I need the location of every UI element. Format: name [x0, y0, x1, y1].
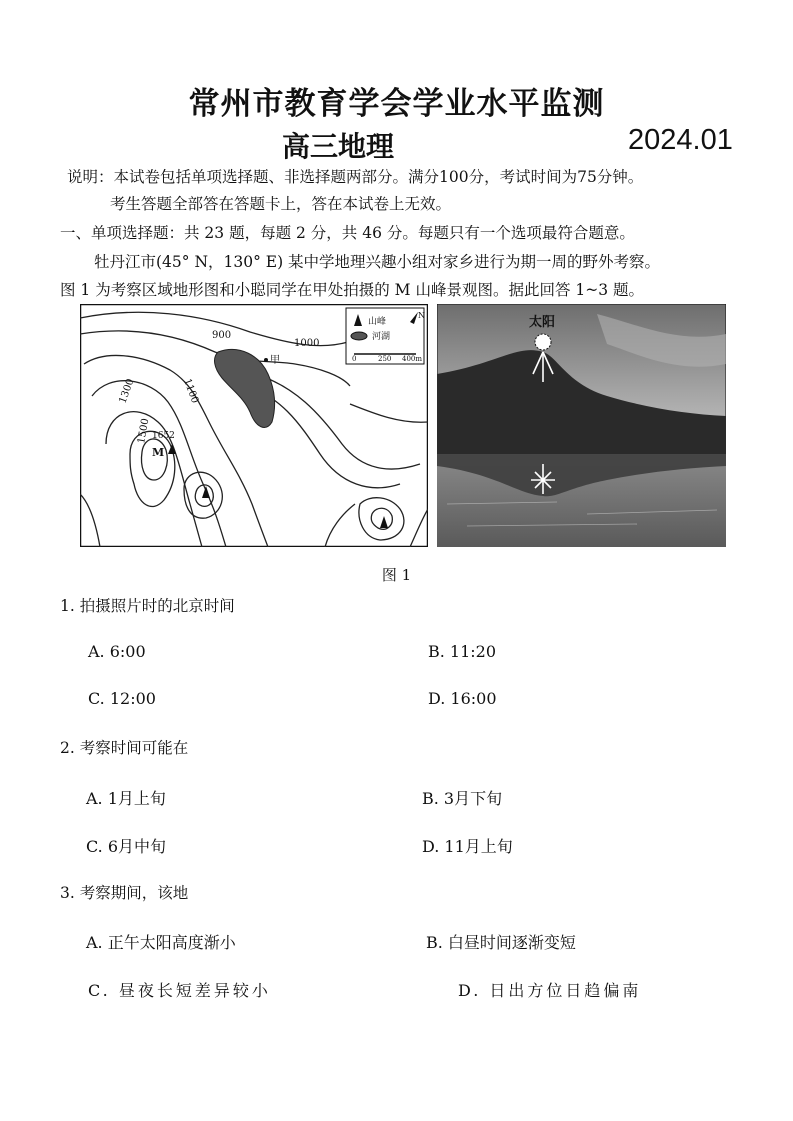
question-2-option-b: B. 3月下旬: [422, 789, 503, 808]
question-1-option-b: B. 11:20: [428, 642, 497, 661]
map-legend: [346, 308, 425, 364]
peak-m-label: M: [152, 446, 165, 459]
question-1-option-c: C. 12:00: [88, 689, 156, 708]
section-heading: 一、单项选择题：共 23 题，每题 2 分，共 46 分。每题只有一个选项最符合题意。: [60, 224, 635, 242]
figure-caption: 图 1: [381, 566, 412, 584]
contour-label-1000: 1000: [294, 338, 320, 349]
question-3-option-b: B. 白昼时间逐渐变短: [426, 933, 576, 952]
question-1-stem: 1. 拍摄照片时的北京时间: [60, 597, 235, 615]
question-1-option-a: A. 6:00: [88, 642, 146, 661]
question-2-stem: 2. 考察时间可能在: [60, 739, 189, 757]
sun-label: 太阳: [529, 315, 556, 330]
instructions-line-2: 考生答题全部答在答题卡上，答在本试卷上无效。: [110, 195, 452, 213]
legend-lake-label: 河湖: [372, 332, 391, 342]
question-3-option-d: D. 日出方位日趋偏南: [458, 981, 642, 1000]
point-jia-label: 甲: [270, 355, 280, 366]
legend-lake-icon: [351, 332, 367, 340]
legend-peak-label: 山峰: [368, 317, 387, 327]
question-1-option-d: D. 16:00: [428, 689, 497, 708]
question-3-option-a: A. 正午太阳高度渐小: [86, 933, 236, 952]
question-2-option-d: D. 11月上旬: [422, 837, 513, 856]
question-3-stem: 3. 考察期间，该地: [60, 884, 189, 902]
exam-date: 2024.01: [628, 124, 733, 156]
scale-label-400: 400m: [402, 355, 422, 363]
section-intro-2: 图 1 为考察区域地形图和小聪同学在甲处拍摄的 M 山峰景观图。据此回答 1~3 题。: [60, 281, 645, 299]
landscape-photo: [437, 304, 726, 547]
point-jia-marker: [264, 358, 268, 362]
sun-icon: [535, 334, 551, 350]
section-intro-1: 牡丹江市(45° N，130° E) 某中学地理兴趣小组对家乡进行为期一周的野外考察。: [94, 253, 661, 271]
contour-label-900: 900: [212, 330, 232, 341]
contour-map: [80, 304, 428, 547]
question-2-option-c: C. 6月中旬: [86, 837, 167, 856]
question-3-option-c: C. 昼夜长短差异较小: [88, 981, 271, 1000]
contour-label-1500: 1500: [136, 417, 152, 445]
scale-label-0: 0: [352, 355, 357, 363]
subject-title: 高三地理: [282, 130, 395, 163]
peak-elevation-label: 1652: [152, 431, 175, 441]
instructions-line-1: 说明：本试卷包括单项选择题、非选择题两部分。满分100分，考试时间为75分钟。: [67, 168, 644, 186]
scale-label-250: 250: [378, 355, 392, 363]
exam-title: 常州市教育学会学业水平监测: [188, 86, 605, 122]
contour-label-1300: 1300: [117, 377, 137, 406]
contour-label-1100: 1100: [181, 377, 201, 405]
north-label: N: [418, 311, 425, 320]
question-2-option-a: A. 1月上旬: [86, 789, 166, 808]
